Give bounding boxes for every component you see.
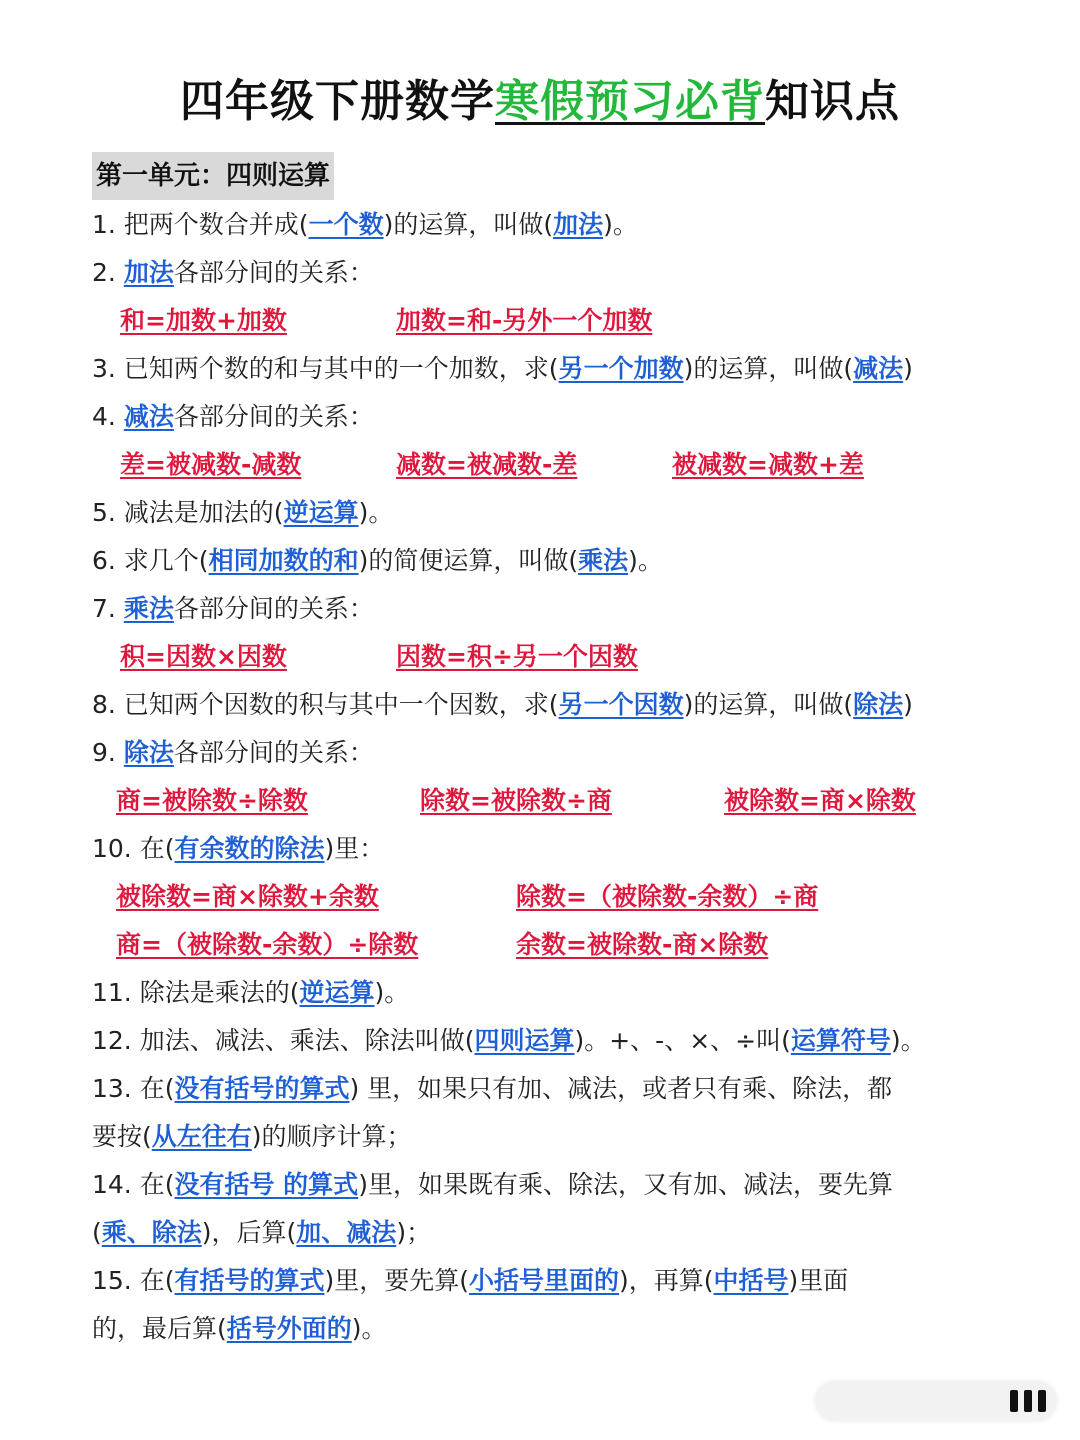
answer: 没有括号的算式 <box>174 1074 350 1103</box>
text: 11. 除法是乘法的( <box>92 978 300 1007</box>
item-13-cont <box>92 1117 412 1157</box>
page-title <box>0 70 1080 134</box>
text: )。 <box>603 210 638 239</box>
text: 13. 在( <box>92 1074 175 1103</box>
formula: 除数=被除数÷商 <box>420 786 612 815</box>
item-15 <box>92 1261 848 1301</box>
item-4 <box>92 397 374 437</box>
answer: 加、减法 <box>296 1218 397 1247</box>
item-10 <box>92 829 384 869</box>
text: 各部分间的关系： <box>173 738 374 767</box>
text: 10. 在( <box>92 834 175 863</box>
text: )的运算，叫做( <box>683 354 854 383</box>
answer: 运算符号 <box>790 1026 891 1055</box>
answer: 除法 <box>123 738 174 767</box>
answer: 逆运算 <box>299 978 375 1007</box>
answer: 有括号的算式 <box>174 1266 325 1295</box>
text: )里，如果既有乘、除法，又有加、减法，要先算 <box>358 1170 893 1199</box>
text: )里： <box>324 834 385 863</box>
answer: 相同加数的和 <box>208 546 359 575</box>
item-15-cont <box>92 1309 387 1349</box>
text: 12. 加法、减法、乘法、除法叫做( <box>92 1026 475 1055</box>
item-2 <box>92 253 374 293</box>
formula: 差=被减数-减数 <box>120 450 302 479</box>
text: 14. 在( <box>92 1170 175 1199</box>
answer: 除法 <box>853 690 904 719</box>
text: )里，要先算( <box>324 1266 469 1295</box>
watermark-bubble <box>816 1382 1056 1420</box>
formula: 商=（被除数-余数）÷除数 <box>116 930 419 959</box>
answer: 另一个加数 <box>558 354 684 383</box>
text: )的运算，叫做( <box>383 210 554 239</box>
item-9 <box>92 733 374 773</box>
answer: 乘、除法 <box>101 1218 202 1247</box>
text: 各部分间的关系： <box>173 402 374 431</box>
text: 3. 已知两个数的和与其中的一个加数，求( <box>92 354 559 383</box>
item-8 <box>92 685 913 725</box>
text: )的顺序计算； <box>251 1122 412 1151</box>
formula: 商=被除数÷除数 <box>116 786 308 815</box>
item-14 <box>92 1165 893 1205</box>
item-11 <box>92 973 409 1013</box>
text: )。 <box>890 1026 926 1055</box>
text: ) <box>903 690 913 719</box>
text: )的简便运算，叫做( <box>358 546 579 575</box>
answer: 括号外面的 <box>226 1314 352 1343</box>
answer: 一个数 <box>308 210 384 239</box>
answer: 从左往右 <box>151 1122 252 1151</box>
text: )，后算( <box>201 1218 297 1247</box>
answer: 小括号里面的 <box>469 1266 620 1295</box>
text: )。 <box>351 1314 387 1343</box>
answer: 乘法 <box>123 594 174 623</box>
text: 要按( <box>92 1122 152 1151</box>
formula: 被减数=减数+差 <box>672 450 864 479</box>
title-highlight: 寒假预习必背 <box>495 76 765 127</box>
text: ) 里，如果只有加、减法，或者只有乘、除法，都 <box>349 1074 893 1103</box>
answer: 没有括号 的算式 <box>174 1170 359 1199</box>
answer: 加法 <box>553 210 604 239</box>
title-pre: 四年级下册数学 <box>180 76 495 127</box>
item-12 <box>92 1021 926 1061</box>
answer: 乘法 <box>578 546 629 575</box>
text: )的运算，叫做( <box>683 690 854 719</box>
formula: 因数=积÷另一个因数 <box>396 642 638 671</box>
answer: 减法 <box>123 402 174 431</box>
text: 4. <box>92 402 124 431</box>
text: )。 <box>358 498 394 527</box>
formula: 被除数=商×除数 <box>724 786 916 815</box>
formula: 和=加数+加数 <box>120 306 287 335</box>
answer: 中括号 <box>713 1266 789 1295</box>
formula: 除数=（被除数-余数）÷商 <box>516 882 819 911</box>
answer: 加法 <box>123 258 174 287</box>
text: 15. 在( <box>92 1266 175 1295</box>
text: 各部分间的关系： <box>173 258 374 287</box>
formula: 被除数=商×除数+余数 <box>116 882 379 911</box>
text: 各部分间的关系： <box>173 594 374 623</box>
text: 7. <box>92 594 124 623</box>
text: 2. <box>92 258 124 287</box>
text: 5. 减法是加法的( <box>92 498 284 527</box>
formula: 加数=和-另外一个加数 <box>396 306 653 335</box>
text: )。 <box>374 978 410 1007</box>
text: 8. 已知两个因数的积与其中一个因数，求( <box>92 690 559 719</box>
answer: 另一个因数 <box>558 690 684 719</box>
text: )。+、-、×、÷叫( <box>574 1026 791 1055</box>
text: )； <box>396 1218 432 1247</box>
text: )。 <box>628 546 663 575</box>
text: 6. 求几个( <box>92 546 209 575</box>
text: )里面 <box>788 1266 849 1295</box>
formula: 余数=被除数-商×除数 <box>516 930 769 959</box>
text: ) <box>903 354 913 383</box>
item-7 <box>92 589 374 629</box>
bars-icon <box>1010 1390 1046 1412</box>
answer: 减法 <box>853 354 904 383</box>
formula: 减数=被减数-差 <box>396 450 578 479</box>
item-6 <box>92 541 663 581</box>
text: 1. 把两个数合并成( <box>92 210 309 239</box>
item-5 <box>92 493 393 533</box>
title-post: 知识点 <box>765 76 900 127</box>
formula: 积=因数×因数 <box>120 642 287 671</box>
text: ( <box>92 1218 102 1247</box>
section-heading: 第一单元：四则运算 <box>92 152 334 200</box>
item-3 <box>92 349 913 389</box>
item-1 <box>92 205 638 245</box>
answer: 有余数的除法 <box>174 834 325 863</box>
item-14-cont <box>92 1213 431 1253</box>
answer: 四则运算 <box>474 1026 575 1055</box>
answer: 逆运算 <box>283 498 359 527</box>
item-13 <box>92 1069 892 1109</box>
text: 的，最后算( <box>92 1314 227 1343</box>
text: 9. <box>92 738 124 767</box>
text: )，再算( <box>619 1266 714 1295</box>
